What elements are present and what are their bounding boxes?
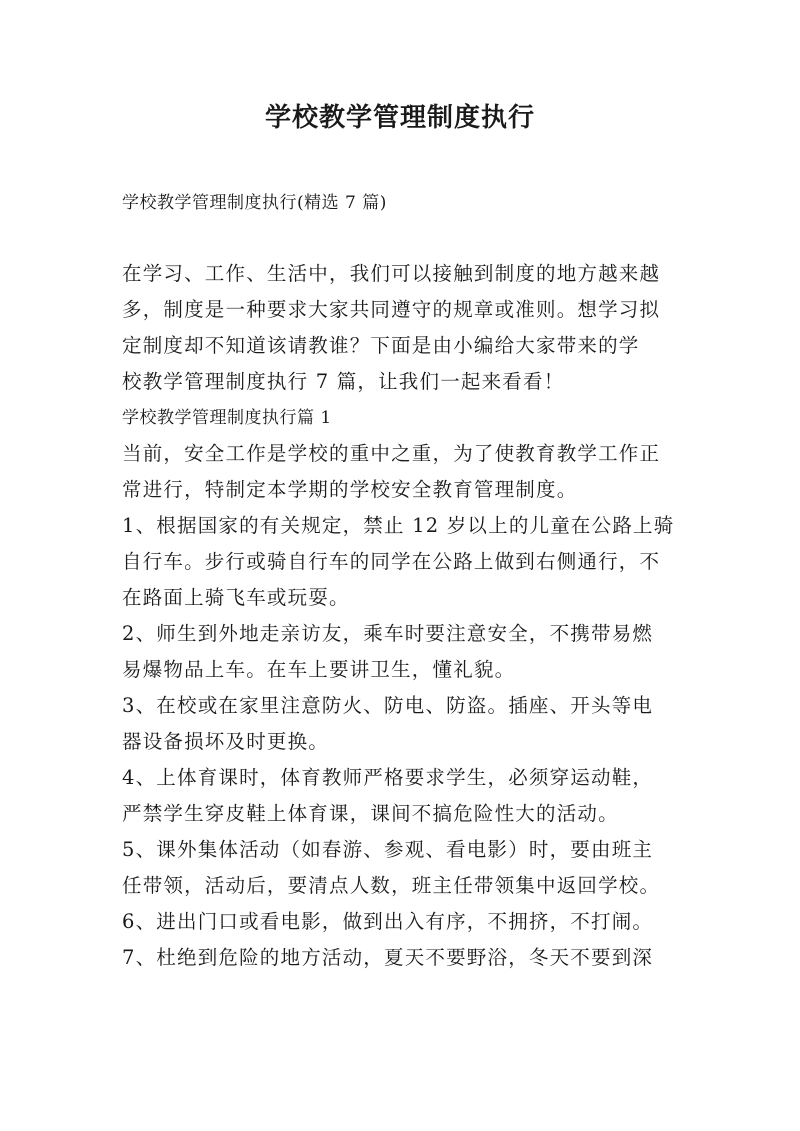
document-title: 学校教学管理制度执行 [264, 103, 535, 133]
text-line: 器设备损坏及时更换。 [122, 730, 330, 753]
paragraph [122, 616, 684, 688]
text-line: 严禁学生穿皮鞋上体育课，课间不搞危险性大的活动。 [122, 802, 619, 825]
paragraph [122, 436, 684, 508]
text-line: 任带领，活动后，要清点人数，班主任带领集中返回学校。 [122, 874, 661, 897]
text-line: 5、课外集体活动（如春游、参观、看电影）时，要由班主 [122, 838, 654, 861]
text-line: 4、上体育课时，体育教师严格要求学生，必须穿运动鞋， [122, 766, 654, 789]
text-line: 3、在校或在家里注意防火、防电、防盗。插座、开头等电 [122, 694, 654, 717]
paragraph [122, 508, 684, 616]
text-line: 自行车。步行或骑自行车的同学在公路上做到右侧通行，不 [122, 550, 661, 573]
paragraph [122, 832, 684, 904]
text-line: 在学习、工作、生活中，我们可以接触到制度的地方越来越 [122, 262, 661, 285]
text-line: 学校教学管理制度执行篇 1 [122, 408, 332, 428]
text-line: 1、根据国家的有关规定，禁止 12 岁以上的儿童在公路上骑 [122, 514, 675, 537]
section-heading [122, 400, 684, 436]
paragraph [122, 940, 684, 976]
document-subtitle: 学校教学管理制度执行(精选 7 篇) [122, 193, 387, 213]
text-line: 7、杜绝到危险的地方活动，夏天不要野浴，冬天不要到深 [122, 946, 654, 969]
paragraph [122, 688, 684, 760]
text-line: 易爆物品上车。在车上要讲卫生，懂礼貌。 [122, 658, 516, 681]
text-line: 常进行，特制定本学期的学校安全教育管理制度。 [122, 478, 578, 501]
text-line: 2、师生到外地走亲访友，乘车时要注意安全，不携带易燃 [122, 622, 654, 645]
text-line: 在路面上骑飞车或玩耍。 [122, 586, 350, 609]
paragraph [122, 256, 684, 400]
paragraph [122, 760, 684, 832]
text-line: 多，制度是一种要求大家共同遵守的规章或准则。想学习拟 [122, 298, 661, 321]
paragraph [122, 904, 684, 940]
text-line: 当前，安全工作是学校的重中之重，为了使教育教学工作正 [122, 442, 661, 465]
text-line: 校教学管理制度执行 7 篇，让我们一起来看看！ [122, 370, 565, 393]
text-line: 6、进出门口或看电影，做到出入有序，不拥挤，不打闹。 [122, 910, 654, 933]
document-body [122, 256, 684, 976]
text-line: 定制度却不知道该请教谁？下面是由小编给大家带来的学 [122, 334, 640, 357]
